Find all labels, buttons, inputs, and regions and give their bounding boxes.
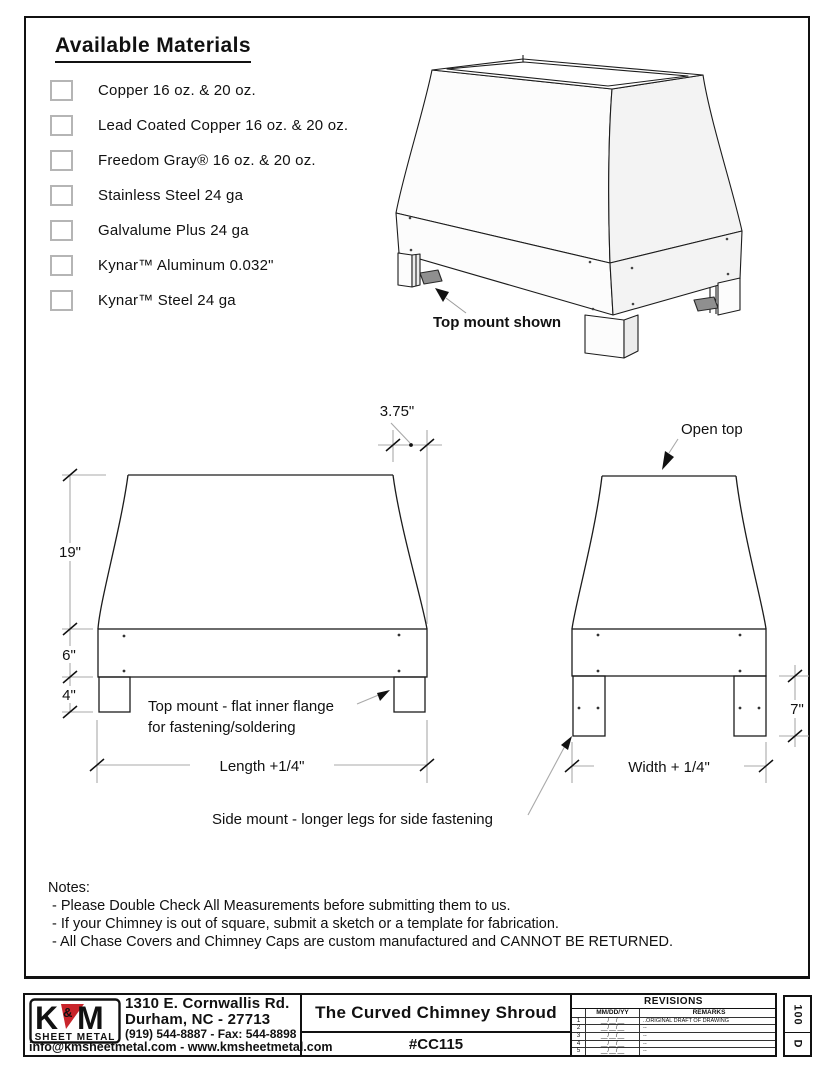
material-label: Kynar™ Steel 24 ga <box>98 291 236 309</box>
revisions-col-num <box>572 1009 585 1017</box>
revisions-table <box>570 995 775 1055</box>
address-line1: 1310 E. Cornwallis Rd. <box>125 995 290 1012</box>
material-label: Galvalume Plus 24 ga <box>98 221 249 239</box>
top-mount-clip <box>420 270 442 284</box>
revision-num: 3 <box>576 1033 581 1040</box>
dim-7: 7" <box>790 701 804 718</box>
note-line: - If your Chimney is out of square, submit a sketch or a template for fabrication. <box>52 916 559 932</box>
materials-heading: Available Materials <box>55 34 251 63</box>
revision-date: __/__/__ <box>585 1041 640 1048</box>
arrow-icon <box>561 736 572 750</box>
logo-m: M <box>77 1000 104 1036</box>
email-web-line: info@kmsheetmetal.com - www.kmsheetmetal.com <box>29 1040 333 1054</box>
side-mount-callout: Side mount - longer legs for side fastening <box>212 811 493 828</box>
revisions-col-date: MM/DD/YY <box>585 1009 640 1017</box>
dim-19: 19" <box>58 544 82 561</box>
revision-remark: -- <box>643 1025 647 1032</box>
revision-remark: -- <box>643 1048 647 1055</box>
rivet-dots <box>123 634 401 673</box>
title-block <box>23 993 777 1057</box>
dim-4: 4" <box>62 687 76 704</box>
arrow-icon <box>377 690 390 701</box>
revision-remark: -- <box>643 1033 647 1040</box>
logo-amp: & <box>63 1005 73 1020</box>
revisions-col-remarks: REMARKS <box>692 1008 726 1016</box>
top-mount-clip <box>694 297 718 311</box>
iso-view <box>396 55 742 358</box>
revision-row <box>572 1017 775 1025</box>
front-elevation <box>55 403 442 783</box>
sheet-number: 100 <box>791 1003 804 1026</box>
revisions-header <box>572 1009 775 1017</box>
revision-date: __/__/__ <box>585 1025 640 1032</box>
km-sheet-metal-logo <box>29 998 121 1046</box>
revision-date: __/__/__ <box>585 1048 640 1055</box>
material-label: Freedom Gray® 16 oz. & 20 oz. <box>98 151 316 169</box>
revision-num: 2 <box>576 1025 581 1032</box>
sheet-number-cell <box>785 997 810 1033</box>
revision-num: 1 <box>576 1017 581 1024</box>
drawing-title-block <box>300 995 570 1055</box>
revision-row <box>572 1047 775 1055</box>
notes-heading: Notes: <box>48 880 90 896</box>
iso-caption: Top mount shown <box>433 314 562 331</box>
note-line: - All Chase Covers and Chimney Caps are custom manufactured and CANNOT BE RETURNED. <box>52 934 674 950</box>
material-label: Stainless Steel 24 ga <box>98 186 244 204</box>
dim-6: 6" <box>62 647 76 664</box>
revision-date: __/__/__ <box>585 1033 640 1040</box>
revision-row <box>572 1024 775 1032</box>
revision-num: 4 <box>576 1040 581 1047</box>
dim-width: Width + 1/4" <box>628 759 710 776</box>
revision-num: 5 <box>576 1048 581 1055</box>
sheet-number-box <box>783 995 812 1057</box>
phone-line: (919) 544-8887 - Fax: 544-8898 <box>125 1027 297 1041</box>
open-top-callout: Open top <box>681 421 743 438</box>
note-line: - Please Double Check All Measurements before submitting them to us. <box>52 898 511 914</box>
arrow-icon <box>435 288 449 302</box>
material-label: Lead Coated Copper 16 oz. & 20 oz. <box>98 116 349 134</box>
revision-date: __/__/__ <box>585 1018 640 1025</box>
sheet-size: D <box>791 1039 804 1049</box>
address-line2: Durham, NC - 27713 <box>125 1011 271 1028</box>
sheet-size-cell <box>785 1033 810 1055</box>
material-label: Copper 16 oz. & 20 oz. <box>98 81 256 99</box>
part-number: #CC115 <box>408 1035 464 1053</box>
dim-flare: 3.75" <box>379 403 415 420</box>
drawing-title: The Curved Chimney Shroud <box>302 995 570 1033</box>
revision-remark: -- <box>643 1040 647 1047</box>
revision-row <box>572 1040 775 1048</box>
company-block <box>25 995 333 1055</box>
logo-k: K <box>35 1000 59 1036</box>
top-mount-callout-line1: Top mount - flat inner flange <box>148 698 334 715</box>
arrow-icon <box>662 451 674 470</box>
notes-section <box>48 879 673 951</box>
company-address <box>125 996 296 1041</box>
logo-subtitle: SHEET METAL <box>34 1032 116 1043</box>
top-mount-callout-line2: for fastening/soldering <box>148 719 296 736</box>
revision-remark: ..ORIGINAL DRAFT OF DRAWING <box>643 1017 729 1024</box>
revisions-title: REVISIONS <box>572 995 775 1009</box>
material-label: Kynar™ Aluminum 0.032" <box>98 256 274 274</box>
dim-length: Length +1/4" <box>219 758 305 775</box>
revision-row <box>572 1032 775 1040</box>
